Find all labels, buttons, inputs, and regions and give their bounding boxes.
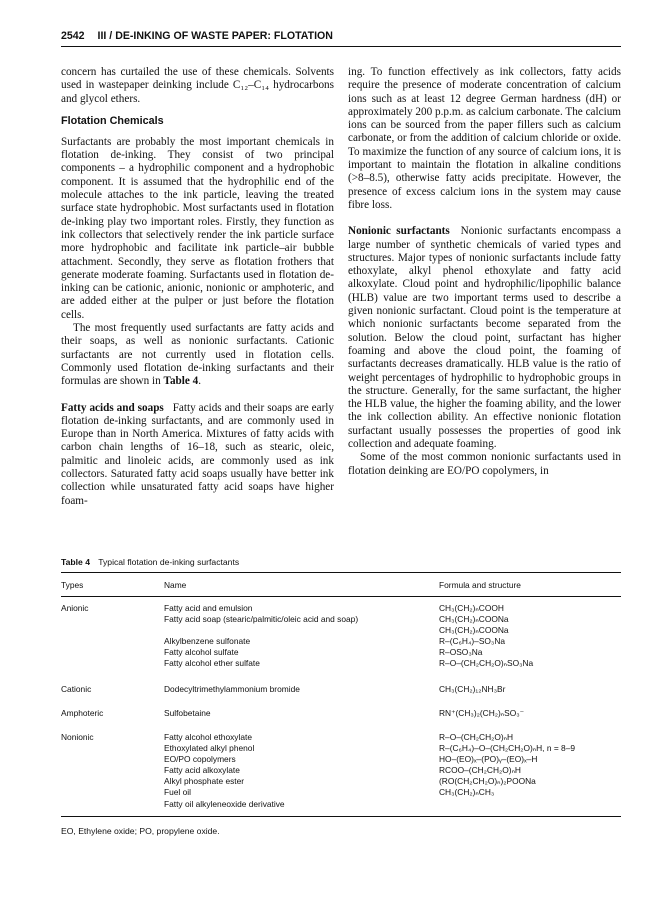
- type-cell: Nonionic: [61, 732, 94, 742]
- column-header-name: Name: [164, 580, 187, 590]
- paragraph-calcium: ing. To function effectively as ink collectors, fatty acids require the presence of moderate concentration of calcium ions such as at least 12 degree German hardness (dH) or approximately 200 p.p.m. as calcium carbonate. The calcium ions can be sourced from the paper fillers such as calcium carbonate, or from the addition of calcium chloride or oxide. To maximize the function of any source of calcium ions, it is important to maintain the flotation in alkaline conditions (>8–8.5), otherwise fatty acids precipitate. However, the presence of excess calcium ions in the system may cause fibre loss.: [348, 66, 621, 211]
- period: .: [198, 375, 202, 388]
- header-rule: [61, 46, 621, 47]
- name-line: Fuel oil: [164, 787, 191, 798]
- type-cell: Cationic: [61, 684, 92, 694]
- paragraph-frequent-surfactants: [61, 322, 334, 388]
- table-bottom-rule: [61, 816, 621, 817]
- formula-line: CH₃(CH₂)ₙCOOH: [439, 603, 504, 613]
- formula-line: (RO(CH₂CH₂O)ₙ)₂POONa: [439, 776, 536, 787]
- formulas-cell: [439, 684, 505, 695]
- names-cell: [164, 603, 358, 670]
- name-line: Alkyl phosphate ester: [164, 776, 245, 787]
- paragraph-frequent-surfactants-text: The most frequently used surfactants are fatty acids and their soaps, as well as nonionic surfactants. Cationic surfactants are not currently used in flotation cells. Commonly used flotation de-inking surfactants and their formulas are shown in: [61, 322, 334, 388]
- paragraph-fatty-acids: [61, 402, 334, 508]
- name-line: Fatty oil alkyleneoxide derivative: [164, 798, 285, 809]
- formulas-cell: [439, 603, 533, 670]
- formula-line: R–O–(CH₂CH₂O)ₙSO₃Na: [439, 658, 534, 669]
- table-caption-text: Typical flotation de-inking surfactants: [98, 557, 240, 567]
- type-cell: Anionic: [61, 603, 89, 613]
- paragraph-nonionic-text: Nonionic surfactants encompass a large number of synthetic chemicals of varied types and structures. Major types of nonionic surfactants include fatty ethoxylate, alkyl phenol ethoxylate and fatty acid alkoxylate. Cloud point and hydrophilic/lipophilic balance (HLB) value are two important terms used to describe a given nonionic surfactant. Cloud point is the temperature at which nonionic surfactants become separated from the solution. Below the cloud point, surfactant has higher foaming and above the cloud point, the foaming of surfactants decreases dramatically. HLB value is the ratio of weight percentages of hydrophilic to hydrophobic groups in the structure. Generally, for the same surfactant, the higher the HLB value, the higher the foaming ability, and the lower the ink collection ability. An effective nonionic flotation surfactant usually possesses the properties of good ink collection and adequate foaming.: [348, 225, 622, 451]
- name-line: Fatty alcohol ether sulfate: [164, 658, 260, 669]
- table-header-row: [61, 580, 621, 594]
- paragraph-solvents: concern has curtailed the use of these chemicals. Solvents used in wastepaper deinking include C₁₂–C₁₄ hydrocarbons and glycol ethers.: [61, 66, 334, 105]
- formula-line: CH₃(CH₂)ₙCOONa: [439, 614, 509, 625]
- table-top-rule: [61, 572, 621, 573]
- name-line: EO/PO copolymers: [164, 754, 236, 765]
- type-cell: Amphoteric: [61, 708, 104, 718]
- table-caption: [61, 557, 621, 567]
- column-header-formula: Formula and structure: [439, 580, 521, 590]
- run-in-heading-nonionic: Nonionic surfactants: [348, 225, 450, 238]
- page-number: 2542: [61, 30, 85, 42]
- left-column: [61, 66, 334, 508]
- name-line: Sulfobetaine: [164, 708, 211, 718]
- paragraph-nonionic: [348, 225, 621, 451]
- formula-line: RCOO–(CH₂CH₂O)ₙH: [439, 765, 521, 776]
- name-line: Fatty acid and emulsion: [164, 603, 253, 613]
- name-line: [164, 625, 358, 636]
- formula-line: HO–(EO)ₓ–(PO)ᵧ–(EO)ₓ–H: [439, 754, 538, 765]
- formulas-cell: [439, 732, 575, 799]
- paragraph-surfactants: Surfactants are probably the most important chemicals in flotation de-inking. They consist of two principal components – a hydrophilic component and a hydrophobic component. It is assumed that the hydrophilic end of the molecule attaches to the ink particle, leaving the treated surface state hydrophobic. Most surfactants used in flotation de-inking play two important roles. Firstly, they function as ink collectors that selectively render the ink particle surface more hydrophobic and facilitate ink particle–air bubble attachment. Secondly, they serve as flotation frothers that generate moderate foaming. Surfactants used in flotation de-inking can be cationic, anionic, nonionic or amphoteric, and are added either at the pulper or just before the flotation cells.: [61, 135, 334, 321]
- table-4-reference[interactable]: Table 4: [163, 375, 199, 388]
- names-cell: [164, 684, 300, 695]
- paragraph-fatty-acids-text: Fatty acids and their soaps are early flotation de-inking surfactants, and are commonly used in Europe than in North America. Mixtures of fatty acids with carbon chain lengths of 16–18, such as stearic, oleic, palmitic and linoleic acids, are commonly used as ink collectors. Saturated fatty acid soaps usually have better ink collection while unsaturated fatty acid soaps have higher foam-: [61, 401, 335, 507]
- name-line: Alkylbenzene sulfonate: [164, 636, 251, 647]
- table-header-rule: [61, 596, 621, 597]
- formula-line: CH₃(CH₂)₁₂NH₃Br: [439, 684, 506, 694]
- names-cell: [164, 708, 211, 719]
- formula-line: RN⁺(CH₃)₂(CH₂)ₙSO₃⁻: [439, 708, 525, 718]
- table-footnote: EO, Ethylene oxide; PO, propylene oxide.: [61, 826, 220, 836]
- section-heading-flotation-chemicals: Flotation Chemicals: [61, 114, 164, 127]
- running-header: [61, 30, 621, 46]
- formula-line: R–(C₆H₄)–SO₃Na: [439, 636, 506, 647]
- formula-line: R–OSO₃Na: [439, 647, 483, 658]
- formula-line: CH₃(CH₂)ₙCOONa: [439, 625, 509, 636]
- column-header-types: Types: [61, 580, 84, 590]
- formulas-cell: [439, 708, 524, 719]
- running-title: III / DE-INKING OF WASTE PAPER: FLOTATION: [97, 30, 333, 42]
- formula-line: CH₃(CH₂)ₙCH₃: [439, 787, 495, 798]
- name-line: Fatty alcohol ethoxylate: [164, 732, 252, 742]
- name-line: Fatty alcohol sulfate: [164, 647, 239, 658]
- paragraph-eo-po: Some of the most common nonionic surfactants used in flotation deinking are EO/PO copolymers, in: [348, 451, 621, 477]
- names-cell: [164, 732, 285, 810]
- name-line: Fatty acid soap (stearic/palmitic/oleic acid and soap): [164, 614, 359, 625]
- name-line: Ethoxylated alkyl phenol: [164, 743, 255, 754]
- formula-line: R–(C₆H₄)–O–(CH₂CH₂O)ₙH, n = 8–9: [439, 743, 576, 754]
- right-column: [348, 66, 621, 478]
- table-label: Table 4: [61, 557, 90, 567]
- name-line: Fatty acid alkoxylate: [164, 765, 240, 776]
- name-line: Dodecyltrimethylammonium bromide: [164, 684, 300, 694]
- run-in-heading-fatty-acids: Fatty acids and soaps: [61, 401, 164, 414]
- formula-line: R–O–(CH₂CH₂O)ₙH: [439, 732, 514, 742]
